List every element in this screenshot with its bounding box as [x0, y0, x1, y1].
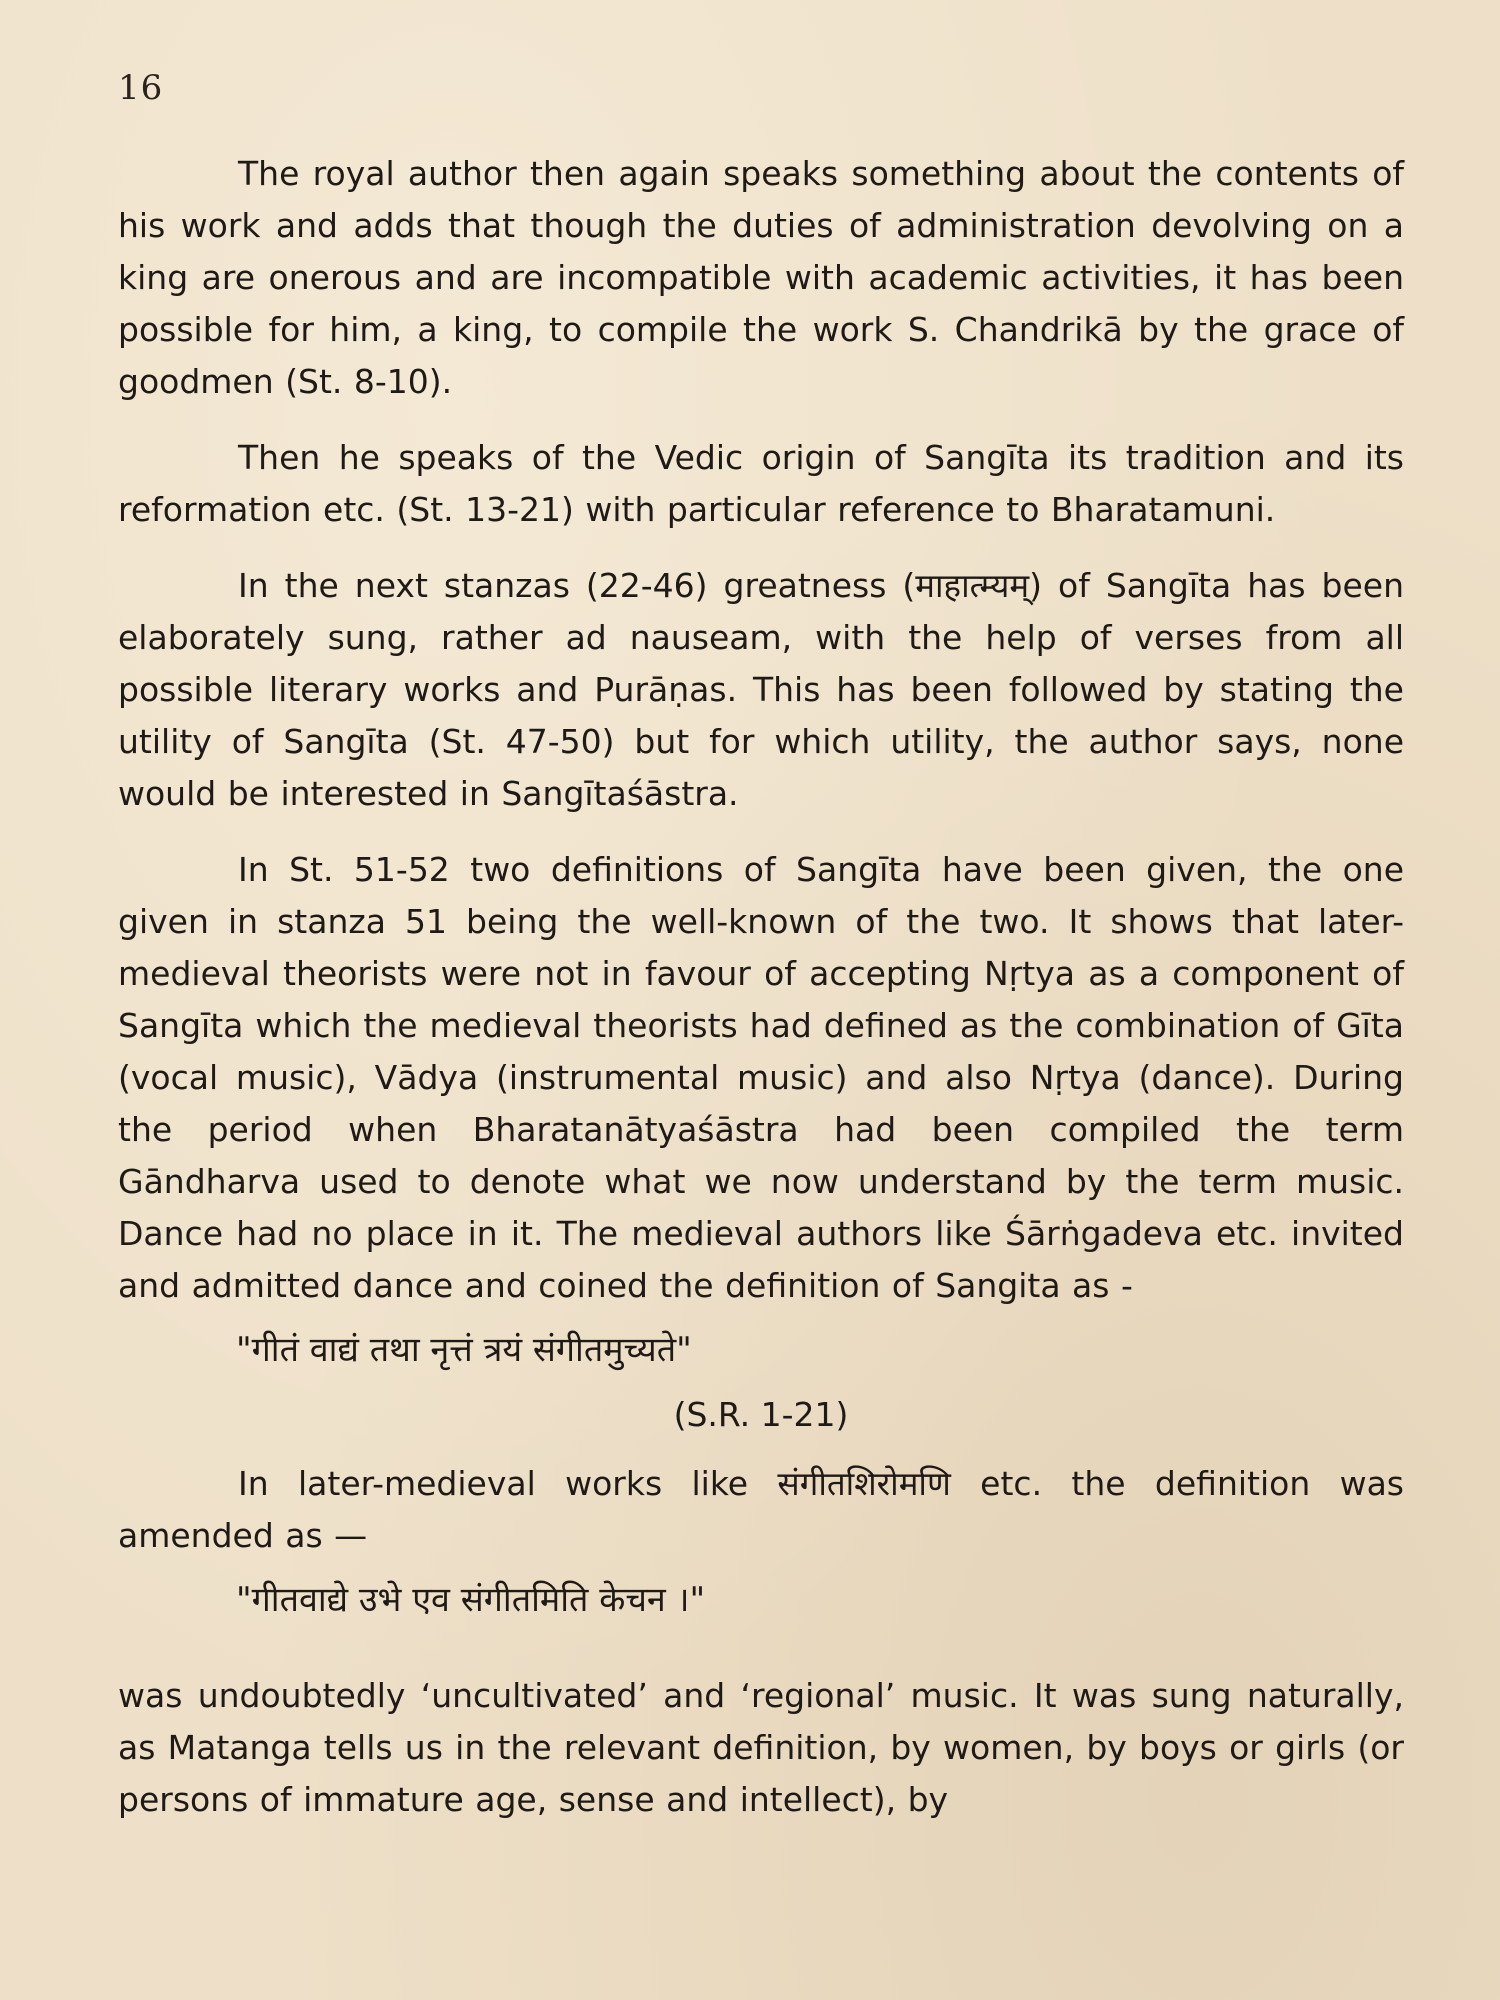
citation-sr: (S.R. 1-21): [673, 1395, 849, 1434]
paragraph-vedic-origin: Then he speaks of the Vedic origin of Sangīta its tradition and its reformation etc. (St. 13-21) with particular reference to Bharatamuni.: [118, 438, 1404, 529]
paragraph-greatness: In the next stanzas (22-46) greatness (माहात्म्यम्) of Sangīta has been elaborately sung, rather ad nauseam, with the help of verses from all possible literary works and Purāṇas. This has been followed by stating the utility of Sangīta (St. 47-50) but for which utility, the author says, none would be interested in Sangītaśāstra.: [118, 566, 1404, 813]
page-number: 16: [118, 68, 164, 108]
page-body: [118, 148, 1404, 1850]
paragraph-uncultivated: was undoubtedly ‘uncultivated’ and ‘regional’ music. It was sung naturally, as Matanga tells us in the relevant definition, by women, by boys or girls (or persons of immature age, sense and intellect), by: [118, 1676, 1404, 1819]
paragraph-royal-author: The royal author then again speaks something about the contents of his work and adds that though the duties of administration devolving on a king are onerous and are incompatible with academic activities, it has been possible for him, a king, to compile the work S. Chandrikā by the grace of goodmen (St. 8-10).: [118, 154, 1404, 401]
spacer: [118, 1636, 1404, 1670]
paragraph-later-medieval: In later-medieval works like संगीतशिरोमणि etc. the definition was amended as —: [118, 1464, 1404, 1555]
sanskrit-verse-2: "गीतवाद्ये उभे एव संगीतमिति केचन ।": [236, 1580, 706, 1620]
sanskrit-verse-1: "गीतं वाद्यं तथा नृत्तं त्रयं संगीतमुच्यते": [236, 1330, 692, 1370]
paragraph-definitions: In St. 51-52 two definitions of Sangīta have been given, the one given in stanza 51 being the well-known of the two. It shows that later-medieval theorists were not in favour of accepting Nṛtya as a component of Sangīta which the medieval theorists had defined as the combination of Gīta (vocal music), Vādya (instrumental music) and also Nṛtya (dance). During the period when Bharatanātyaśāstra had been compiled the term Gāndharva used to denote what we now understand by the term music. Dance had no place in it. The medieval authors like Śārṅgadeva etc. invited and admitted dance and coined the definition of Sangita as -: [118, 850, 1404, 1305]
